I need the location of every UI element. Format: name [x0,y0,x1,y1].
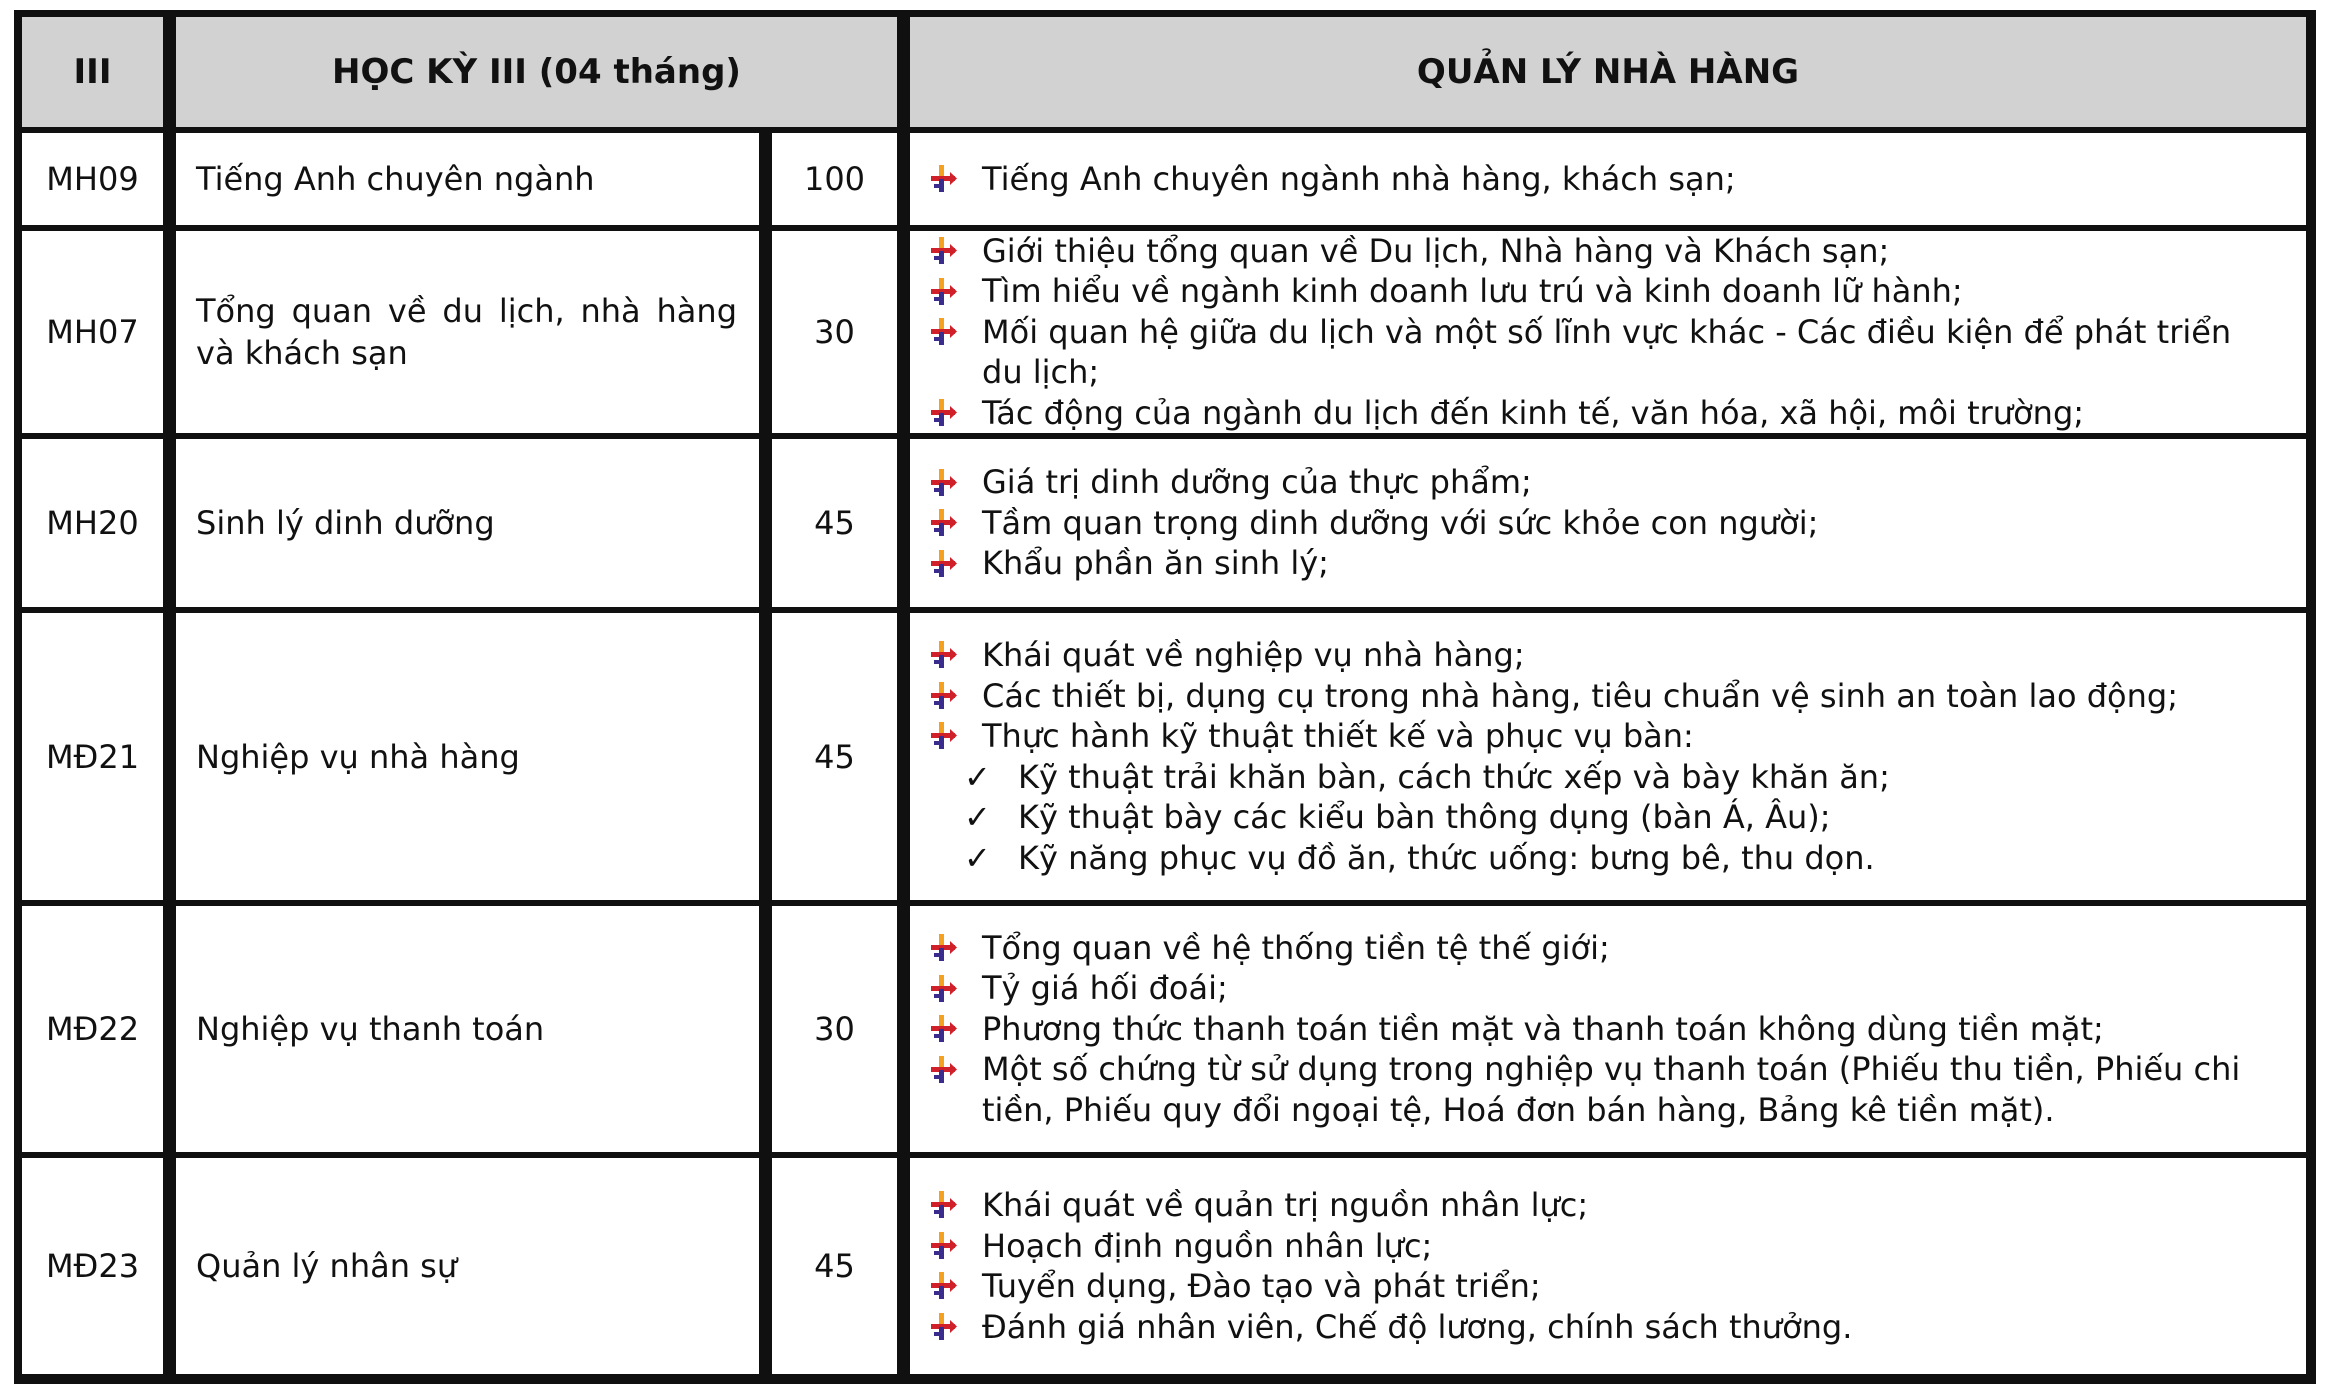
bullet-icon-wrap [928,1049,982,1090]
bullet-text: Tìm hiểu về ngành kinh doanh lưu trú và kinh doanh lữ hành; [982,272,1963,311]
sub-item-text: Kỹ năng phục vụ đồ ăn, thức uống: bưng bê, thu dọn. [1018,838,1875,877]
module-hours-cell [772,231,897,433]
module-content-cell [910,613,2306,900]
module-hours-cell [772,439,897,607]
module-hours-cell [772,906,897,1152]
module-code: MĐ21 [45,737,140,776]
checkmark-icon: ✓ [964,757,991,796]
content-bullet-item [928,928,2280,969]
module-name-cell [176,133,759,225]
content-bullet-item [928,1266,2280,1307]
curriculum-table [14,10,2316,1384]
bullet-text: Mối quan hệ giữa du lịch và một số lĩnh vực khác - Các điều kiện để phát triển du lịch; [982,312,2232,392]
bullet-text: Tỷ giá hối đoái; [982,969,1228,1008]
bullet-icon-wrap [928,1009,982,1050]
content-bullet-item [928,1307,2280,1348]
bullet-icon-wrap [928,635,982,676]
content-bullet-item [928,1049,2280,1130]
bullet-icon-wrap [928,1266,982,1307]
module-content-cell [910,1158,2306,1374]
bullet-text: Tiếng Anh chuyên ngành nhà hàng, khách sạn; [982,159,1736,198]
module-code-cell [22,133,163,225]
header-program: QUẢN LÝ NHÀ HÀNG [1416,52,1800,92]
bullet-icon-wrap [928,393,982,434]
content-bullet-item [928,312,2280,393]
bullet-arrow-icon [928,1231,958,1261]
module-name: Nghiệp vụ nhà hàng [196,737,520,776]
module-hours: 30 [814,313,855,351]
bullet-text: Khẩu phần ăn sinh lý; [982,544,1329,583]
bullet-icon-wrap [928,231,982,272]
bullet-icon-wrap [928,159,982,200]
module-name-cell [176,439,759,607]
bullet-text: Tầm quan trọng dinh dưỡng với sức khỏe con người; [982,503,1819,542]
bullet-text: Tác động của ngành du lịch đến kinh tế, văn hóa, xã hội, môi trường; [982,393,2085,432]
bullet-arrow-icon [928,277,958,307]
bullet-text: Giới thiệu tổng quan về Du lịch, Nhà hàng và Khách sạn; [982,231,1890,270]
bullet-text: Tuyển dụng, Đào tạo và phát triển; [982,1267,1541,1305]
bullet-text: Tổng quan về hệ thống tiền tệ thế giới; [982,928,1610,967]
module-code: MĐ22 [45,1010,140,1048]
bullet-text: Giá trị dinh dưỡng của thực phẩm; [982,463,1532,502]
bullet-text: Hoạch định nguồn nhân lực; [982,1226,1433,1265]
bullet-text: Phương thức thanh toán tiền mặt và thanh toán không dùng tiền mặt; [982,1009,2104,1048]
content-bullet-item [928,231,2280,272]
module-code-cell [22,231,163,433]
content-bullet-item [928,393,2280,434]
bullet-icon-wrap [928,543,982,584]
module-code: MH09 [46,160,139,198]
module-content-cell [910,133,2306,225]
module-hours: 45 [814,737,855,776]
module-name-cell [176,1158,759,1374]
bullet-arrow-icon [928,317,958,347]
module-content-cell [910,906,2306,1152]
bullet-arrow-icon [928,549,958,579]
module-name-cell [176,906,759,1152]
content-sub-item [928,797,2280,838]
content-bullet-item [928,271,2280,312]
bullet-text: Các thiết bị, dụng cụ trong nhà hàng, tiêu chuẩn vệ sinh an toàn lao động; [982,676,2178,715]
content-bullet-item [928,676,2280,717]
bullet-icon-wrap [928,462,982,503]
module-code: MH07 [46,313,139,351]
bullet-text: Một số chứng từ sử dụng trong nghiệp vụ thanh toán (Phiếu thu tiền, Phiếu chi tiền, Phiếu quy đổi ngoại tệ, Hoá đơn bán hàng, Bảng kê tiền mặt). [982,1050,2241,1129]
module-code-cell [22,439,163,607]
module-hours: 30 [814,1010,855,1048]
module-hours: 100 [803,160,866,198]
content-bullet-item [928,716,2280,757]
bullet-arrow-icon [928,398,958,428]
module-name: Quản lý nhân sự [196,1247,458,1285]
content-bullet-item [928,968,2280,1009]
module-code-cell [22,613,163,900]
bullet-arrow-icon [928,1312,958,1342]
sub-item-text: Kỹ thuật bày các kiểu bàn thông dụng (bàn Á, Âu); [1018,798,1831,836]
module-name: Tiếng Anh chuyên ngành [196,160,595,198]
content-sub-item [928,757,2280,798]
bullet-arrow-icon [928,508,958,538]
checkmark-icon: ✓ [964,798,991,836]
bullet-arrow-icon [928,468,958,498]
bullet-icon-wrap [928,1307,982,1348]
bullet-icon-wrap [928,968,982,1009]
module-code-cell [22,1158,163,1374]
bullet-text: Đánh giá nhân viên, Chế độ lương, chính sách thưởng. [982,1307,1853,1346]
bullet-text: Khái quát về nghiệp vụ nhà hàng; [982,636,1525,674]
bullet-arrow-icon [928,974,958,1004]
header-semester: HỌC KỲ III (04 tháng) [332,52,741,92]
checkmark-icon: ✓ [964,838,991,877]
module-code: MH20 [46,504,139,542]
bullet-icon-wrap [928,312,982,353]
content-bullet-item [928,159,2280,200]
module-code: MĐ23 [45,1247,140,1285]
bullet-icon-wrap [928,271,982,312]
header-program-cell [910,17,2306,127]
module-code-cell [22,906,163,1152]
content-bullet-item [928,1226,2280,1267]
bullet-icon-wrap [928,1226,982,1267]
module-name-cell [176,231,759,433]
module-hours: 45 [814,1247,855,1285]
bullet-arrow-icon [928,1055,958,1085]
bullet-icon-wrap [928,716,982,757]
bullet-text: Khái quát về quản trị nguồn nhân lực; [982,1186,1589,1224]
bullet-arrow-icon [928,640,958,670]
module-hours-cell [772,613,897,900]
content-sub-item [928,838,2280,879]
content-bullet-item [928,543,2280,584]
bullet-arrow-icon [928,681,958,711]
module-content-cell [910,231,2306,433]
content-bullet-item [928,1009,2280,1050]
bullet-arrow-icon [928,164,958,194]
bullet-arrow-icon [928,933,958,963]
bullet-icon-wrap [928,1185,982,1226]
header-roman: III [73,52,112,92]
sub-item-text: Kỹ thuật trải khăn bàn, cách thức xếp và bày khăn ăn; [1018,757,1890,796]
module-hours-cell [772,133,897,225]
module-hours: 45 [814,504,855,542]
header-roman-cell [22,17,163,127]
module-name-cell [176,613,759,900]
content-bullet-item [928,462,2280,503]
content-bullet-item [928,1185,2280,1226]
content-bullet-item [928,635,2280,676]
module-hours-cell [772,1158,897,1374]
bullet-arrow-icon [928,1271,958,1301]
bullet-icon-wrap [928,928,982,969]
bullet-arrow-icon [928,1190,958,1220]
module-content-cell [910,439,2306,607]
module-name: Sinh lý dinh dưỡng [196,504,495,542]
bullet-arrow-icon [928,721,958,751]
bullet-text: Thực hành kỹ thuật thiết kế và phục vụ bàn: [982,717,1694,755]
bullet-arrow-icon [928,1014,958,1044]
header-semester-cell [176,17,897,127]
content-bullet-item [928,503,2280,544]
module-name: Tổng quan về du lịch, nhà hàng và khách sạn [196,292,737,372]
bullet-arrow-icon [928,236,958,266]
bullet-icon-wrap [928,676,982,717]
bullet-icon-wrap [928,503,982,544]
module-name: Nghiệp vụ thanh toán [196,1010,545,1048]
